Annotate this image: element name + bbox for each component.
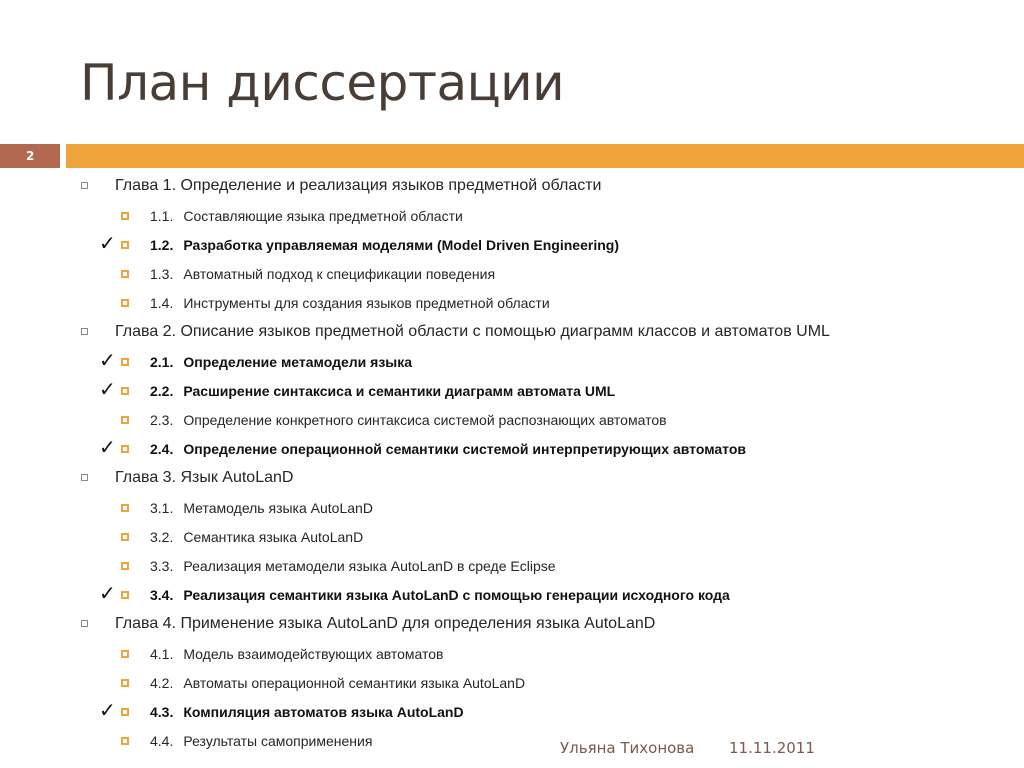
item-number: 2.3. — [150, 412, 174, 428]
item-label: Компиляция автоматов языка AutoLanD — [183, 704, 464, 720]
item-text — [150, 671, 525, 695]
orange-square-bullet-icon — [121, 562, 129, 570]
item-label: Результаты самоприменения — [183, 733, 373, 749]
item-number: 2.4. — [150, 441, 174, 457]
item-number: 1.3. — [150, 266, 174, 282]
item-label: Разработка управляемая моделями (Model Driven Engineering) — [183, 237, 619, 253]
item-text — [150, 350, 412, 374]
orange-square-bullet-icon — [121, 387, 129, 395]
item-number: 3.1. — [150, 500, 174, 516]
item-text — [150, 379, 615, 403]
item-text — [150, 291, 550, 315]
orange-square-bullet-icon — [121, 737, 129, 745]
item-text — [150, 262, 495, 286]
item-label: Автоматы операционной семантики языка AutoLanD — [183, 675, 526, 691]
orange-square-bullet-icon — [121, 533, 129, 541]
item-label: Инструменты для создания языков предметной области — [183, 295, 550, 311]
orange-square-bullet-icon — [121, 445, 129, 453]
item-text — [150, 233, 619, 257]
square-bullet-icon — [81, 182, 88, 189]
item-label: Определение конкретного синтаксиса системой распознающих автоматов — [183, 412, 667, 428]
item-text — [150, 729, 372, 753]
item-label: Расширение синтаксиса и семантики диаграмм автомата UML — [183, 383, 616, 399]
item-text — [150, 204, 463, 228]
item-number: 4.3. — [150, 704, 174, 720]
footer-author: Ульяна Тихонова — [560, 739, 695, 757]
checkmark-icon: ✓ — [99, 698, 116, 722]
chapter-title: Глава 2. Описание языков предметной области с помощью диаграмм классов и автоматов UML — [115, 323, 830, 340]
orange-square-bullet-icon — [121, 591, 129, 599]
item-label: Реализация семантики языка AutoLanD с помощью генерации исходного кода — [183, 587, 730, 603]
footer-date: 11.11.2011 — [729, 739, 815, 757]
item-text — [150, 525, 363, 549]
chapter-title: Глава 3. Язык AutoLanD — [115, 469, 294, 486]
orange-square-bullet-icon — [121, 504, 129, 512]
item-label: Составляющие языка предметной области — [183, 208, 463, 224]
item-number: 3.4. — [150, 587, 174, 603]
item-number: 4.1. — [150, 646, 174, 662]
item-text — [150, 437, 746, 461]
orange-square-bullet-icon — [121, 299, 129, 307]
square-bullet-icon — [81, 620, 88, 627]
orange-square-bullet-icon — [121, 270, 129, 278]
slide-number: 2 — [0, 144, 60, 168]
item-number: 1.1. — [150, 208, 174, 224]
checkmark-icon: ✓ — [99, 435, 116, 459]
orange-square-bullet-icon — [121, 212, 129, 220]
square-bullet-icon — [81, 474, 88, 481]
item-number: 1.4. — [150, 295, 174, 311]
orange-square-bullet-icon — [121, 241, 129, 249]
item-label: Модель взаимодействующих автоматов — [183, 646, 444, 662]
item-label: Автоматный подход к спецификации поведения — [183, 266, 496, 282]
item-label: Семантика языка AutoLanD — [183, 529, 364, 545]
orange-square-bullet-icon — [121, 708, 129, 716]
item-number: 2.2. — [150, 383, 174, 399]
square-bullet-icon — [81, 328, 88, 335]
item-text — [150, 642, 444, 666]
item-label: Реализация метамодели языка AutoLanD в среде Eclipse — [183, 558, 556, 574]
slide-title: План диссертации — [80, 54, 565, 112]
item-text — [150, 583, 730, 607]
item-label: Определение операционной семантики системой интерпретирующих автоматов — [183, 441, 746, 457]
item-label: Метамодель языка AutoLanD — [183, 500, 373, 516]
item-text — [150, 408, 667, 432]
orange-square-bullet-icon — [121, 358, 129, 366]
item-number: 3.2. — [150, 529, 174, 545]
item-number: 4.4. — [150, 733, 174, 749]
checkmark-icon: ✓ — [99, 377, 116, 401]
chapter-title: Глава 1. Определение и реализация языков предметной области — [115, 177, 602, 194]
item-number: 4.2. — [150, 675, 174, 691]
checkmark-icon: ✓ — [99, 581, 116, 605]
orange-square-bullet-icon — [121, 679, 129, 687]
orange-square-bullet-icon — [121, 416, 129, 424]
item-label: Определение метамодели языка — [183, 354, 413, 370]
checkmark-icon: ✓ — [99, 231, 116, 255]
checkmark-icon: ✓ — [99, 348, 116, 372]
item-text — [150, 496, 373, 520]
item-number: 1.2. — [150, 237, 174, 253]
item-text — [150, 554, 556, 578]
item-text — [150, 700, 464, 724]
item-number: 2.1. — [150, 354, 174, 370]
chapter-title: Глава 4. Применение языка AutoLanD для определения языка AutoLanD — [115, 615, 656, 632]
orange-square-bullet-icon — [121, 650, 129, 658]
accent-bar — [66, 144, 1024, 168]
item-number: 3.3. — [150, 558, 174, 574]
